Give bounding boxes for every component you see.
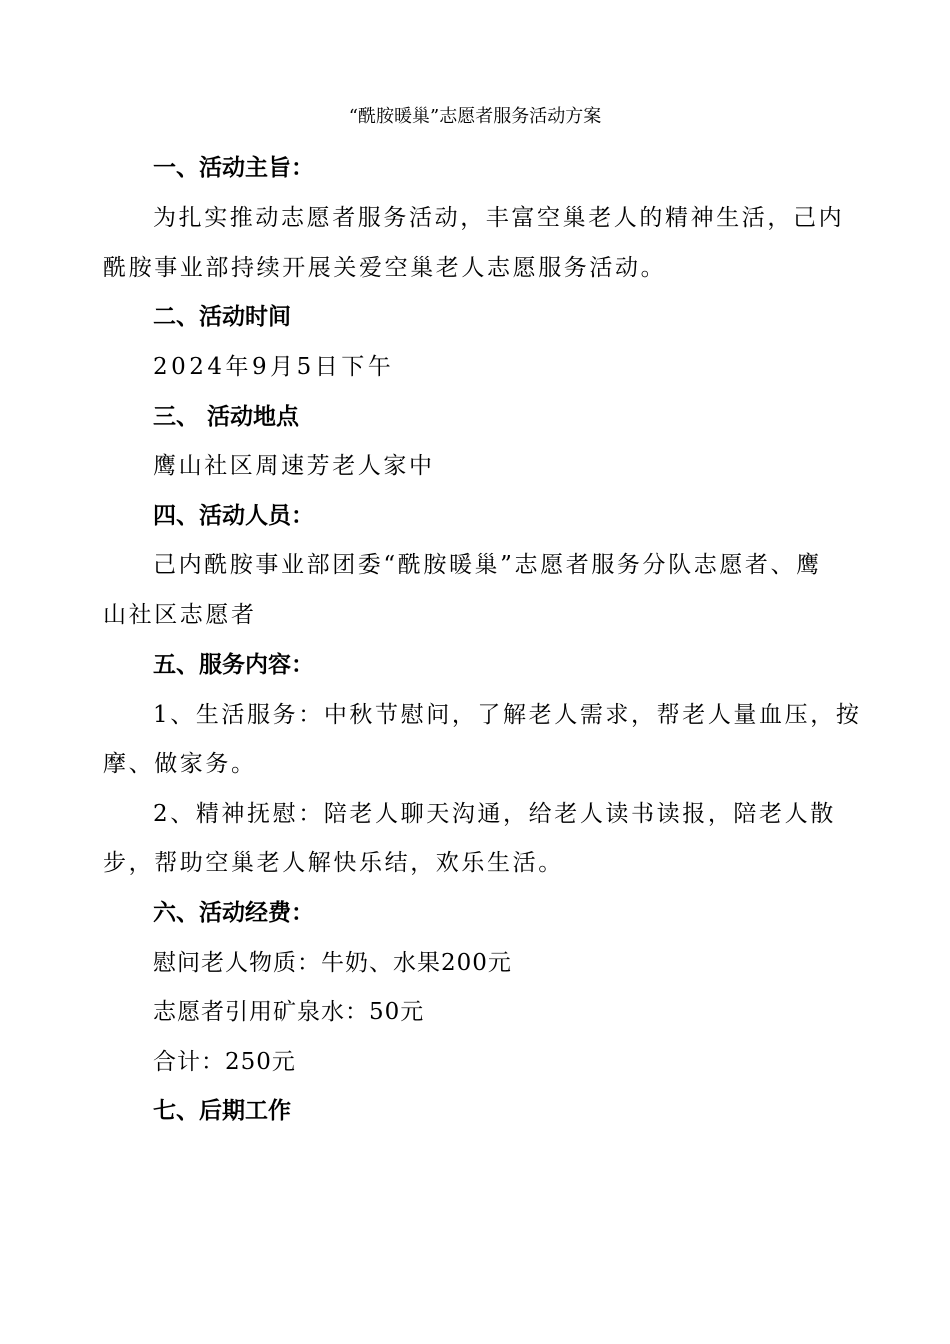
heading-followup: 七、后期工作: [153, 1098, 291, 1124]
heading-time: 二、活动时间: [153, 304, 291, 330]
content-item-1-line-2: 摩、做家务。: [103, 751, 257, 777]
people-paragraph-line-2: 山社区志愿者: [103, 602, 257, 628]
heading-place: 三、 活动地点: [153, 404, 300, 430]
people-paragraph-line-1: 己内酰胺事业部团委“酰胺暖巢”志愿者服务分队志愿者、鹰: [153, 552, 822, 578]
purpose-paragraph-line-1: 为扎实推动志愿者服务活动，丰富空巢老人的精神生活，己内: [153, 205, 845, 231]
heading-content: 五、服务内容：: [153, 652, 314, 678]
document-title: “酰胺暖巢”志愿者服务活动方案: [348, 106, 602, 127]
funding-line-1: 慰问老人物质：牛奶、水果200元: [153, 950, 512, 976]
heading-people: 四、活动人员：: [153, 503, 314, 529]
funding-total: 合计：250元: [153, 1049, 296, 1075]
place-value: 鹰山社区周速芳老人家中: [153, 453, 435, 479]
heading-funding: 六、活动经费：: [153, 900, 314, 926]
funding-line-2: 志愿者引用矿泉水：50元: [153, 999, 425, 1025]
content-item-1-line-1: 1、生活服务：中秋节慰问，了解老人需求，帮老人量血压，按: [153, 702, 862, 728]
heading-purpose: 一、活动主旨：: [153, 155, 314, 181]
content-item-2-line-1: 2、精神抚慰：陪老人聊天沟通，给老人读书读报，陪老人散: [153, 801, 836, 827]
time-value: 2024年9月5日下午: [153, 354, 395, 380]
purpose-paragraph-line-2: 酰胺事业部持续开展关爱空巢老人志愿服务活动。: [103, 255, 667, 281]
content-item-2-line-2: 步，帮助空巢老人解快乐结，欢乐生活。: [103, 850, 564, 876]
